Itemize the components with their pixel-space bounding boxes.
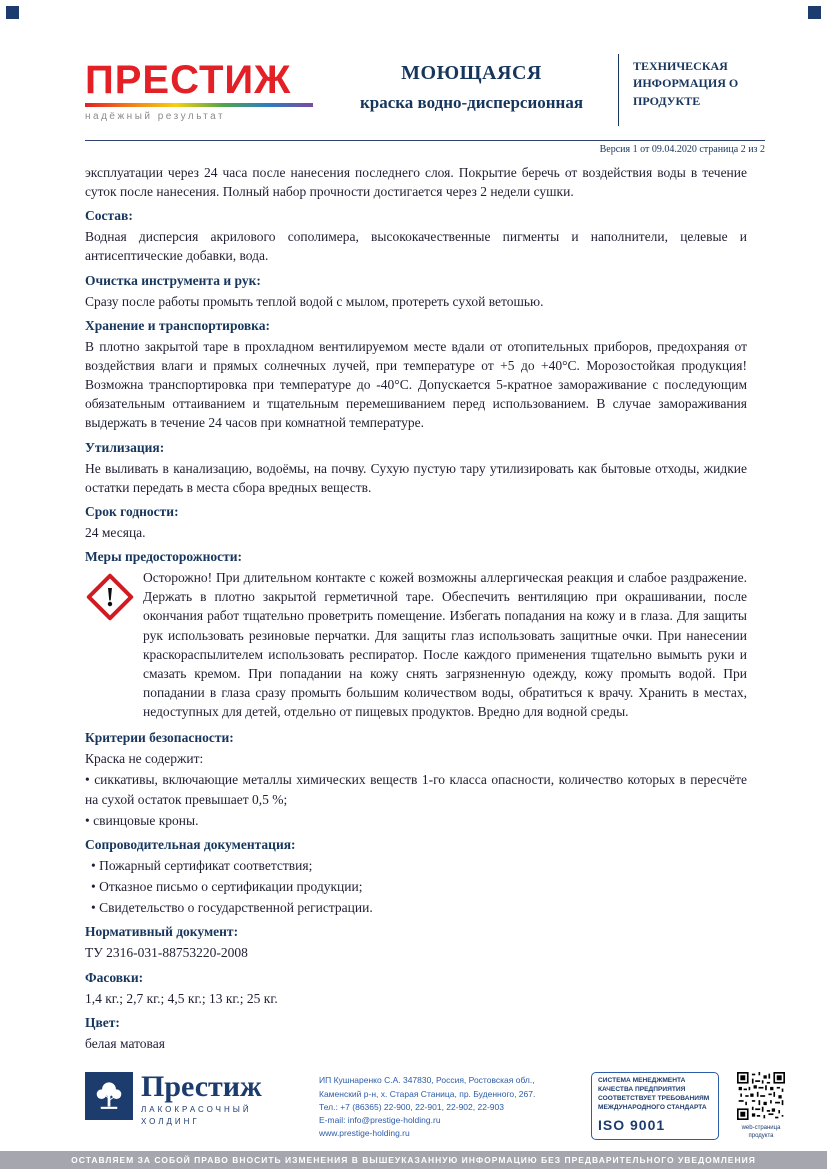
contact-address-line2: Каменский р-н, х. Старая Станица, пр. Буденного, 267.	[319, 1088, 536, 1099]
section-heading-packaging: Фасовки:	[85, 969, 144, 985]
safety-criteria-bullet: • сиккативы, включающие металлы химических веществ 1-го класса опасности, количество которых в пересчёте на сухой остаток превышает 0,5 %;	[85, 770, 747, 808]
section-text-normative-document: ТУ 2316-031-88753220-2008	[85, 945, 248, 961]
contact-phone-line: Тел.: +7 (86365) 22-900, 22-901, 22-902, 22-903	[319, 1101, 504, 1112]
iso-line: СИСТЕМА МЕНЕДЖМЕНТА	[598, 1077, 686, 1085]
intro-paragraph: эксплуатации через 24 часа после нанесения последнего слоя. Покрытие беречь от воздействия воды в течение суток после нанесения. Полный набор прочности достигается через 2 недели сушки.	[85, 165, 747, 200]
section-heading-documentation: Сопроводительная документация:	[85, 836, 296, 852]
contact-website-line: www.prestige-holding.ru	[319, 1128, 410, 1139]
header-rule	[85, 140, 765, 141]
product-title-line2: краска водно-дисперсионная	[359, 93, 584, 112]
section-heading-shelf-life: Срок годности:	[85, 503, 179, 519]
footer-brand	[141, 1072, 262, 1126]
qr-caption-line2: продукта	[748, 1133, 774, 1140]
section-heading-disposal: Утилизация:	[85, 439, 165, 455]
section-text-cleaning: Сразу после работы промыть теплой водой с мылом, протереть сухой ветошью.	[85, 293, 544, 309]
section-heading-normative-document: Нормативный документ:	[85, 924, 239, 940]
footer-logo-block	[85, 1072, 305, 1126]
section-text-color: белая матовая	[85, 1035, 165, 1051]
section-heading-color: Цвет:	[85, 1014, 120, 1030]
footer-company-subtitle-1: ЛАКОКРАСОЧНЫЙ	[141, 1105, 252, 1115]
safety-criteria-bullet: • свинцовые кроны.	[85, 811, 747, 830]
corner-mark-top-left	[6, 6, 19, 19]
iso-line: МЕЖДУНАРОДНОГО СТАНДАРТА	[598, 1104, 707, 1112]
iso-9001-badge: ISO 9001	[598, 1116, 666, 1133]
section-text-disposal: Не выливать в канализацию, водоёмы, на почву. Сухую пустую тару утилизировать как бытовые отходы, жидкие остатки передать в места сбора вредных веществ.	[85, 460, 747, 495]
header-divider	[618, 54, 619, 126]
documentation-bullet: • Отказное письмо о сертификации продукции;	[85, 877, 747, 896]
footer-contacts	[305, 1072, 591, 1140]
corner-mark-top-right	[808, 6, 821, 19]
document-footer	[85, 1072, 789, 1141]
footer-company-subtitle-2: ХОЛДИНГ	[141, 1117, 200, 1127]
section-text-storage: В плотно закрытой таре в прохладном вентилируемом месте вдали от отопительных приборов, предохраняя от воздействия влаги и прямых солнечных лучей, при температуре от +5 до +40°С. Морозостойкая продукция! Возможна транспортировка при температуре до -40°С. Допускается 5-кратное замораживание с последующим обязательным оттаиванием и тщательным перемешиванием перед использованием. В случае замораживания выдержать в течение 24 часов при комнатной температуре.	[85, 338, 747, 431]
product-title-line1: МОЮЩАЯСЯ	[401, 62, 542, 84]
tree-logo-icon	[85, 1072, 133, 1120]
section-heading-composition: Состав:	[85, 208, 133, 224]
section-heading-safety-criteria: Критерии безопасности:	[85, 730, 234, 746]
iso-certification-block	[591, 1072, 719, 1139]
logo-rainbow-bar	[85, 103, 313, 107]
section-text-composition: Водная дисперсия акрилового сополимера, высококачественные пигменты и наполнители, целевые и антисептические добавки, вода.	[85, 229, 747, 264]
qr-code-icon	[737, 1072, 785, 1120]
logo-tagline: надёжный результат	[85, 111, 226, 122]
qr-code-block	[733, 1072, 789, 1141]
iso-line: КАЧЕСТВА ПРЕДПРИЯТИЯ	[598, 1086, 686, 1094]
section-heading-precautions: Меры предосторожности:	[85, 549, 242, 565]
doc-type-label: ТЕХНИЧЕСКАЯ ИНФОРМАЦИЯ О ПРОДУКТЕ	[633, 59, 739, 108]
section-text-shelf-life: 24 месяца.	[85, 524, 146, 540]
product-title-block	[335, 50, 608, 113]
section-text-packaging: 1,4 кг.; 2,7 кг.; 4,5 кг.; 13 кг.; 25 кг.	[85, 990, 278, 1006]
disclaimer-bar: ОСТАВЛЯЕМ ЗА СОБОЙ ПРАВО ВНОСИТЬ ИЗМЕНЕНИЯ В ВЫШЕУКАЗАННУЮ ИНФОРМАЦИЮ БЕЗ ПРЕДВАРИТЕЛЬНОГО УВЕДОМЛЕНИЯ	[0, 1151, 827, 1169]
precautions-block	[85, 568, 747, 723]
iso-line: СООТВЕТСТВУЕТ ТРЕБОВАНИЯМ	[598, 1095, 710, 1103]
prestige-logo	[85, 50, 335, 122]
document-body	[85, 163, 747, 1055]
document-header	[85, 50, 765, 126]
safety-criteria-lead: Краска не содержит:	[85, 751, 204, 767]
section-heading-cleaning: Очистка инструмента и рук:	[85, 272, 261, 288]
warning-exclamation-icon: !	[85, 568, 143, 723]
qr-caption-line1: web-страница	[741, 1125, 781, 1132]
documentation-bullet: • Свидетельство о государственной регистрации.	[85, 898, 747, 917]
section-heading-storage: Хранение и транспортировка:	[85, 317, 270, 333]
contact-address-line1: ИП Кушнаренко С.А. 347830, Россия, Ростовская обл.,	[319, 1075, 535, 1086]
section-text-precautions: Осторожно! При длительном контакте с кожей возможны аллергическая реакция и слабое раздражение. Держать в плотно закрытой герметичной таре. Обеспечить вентиляцию при окрашивании, после окончания работ тщательно проветрить помещение. Избегать попадания на кожу и в глаза. Для защиты рук использовать резиновые перчатки. Для защиты глаз использовать защитные очки. При нанесении краскораспылителем использовать респиратор. После каждого применения тщательно вымыть руки и смазать кремом. При попадании на кожу снять загрязненную одежду, кожу промыть водой. При попадании в глаза сразу промыть большим количеством воды, обратиться к врачу. Хранить в местах, недоступных для детей, отдельно от пищевых продуктов. Вредно для водной среды.	[143, 570, 747, 720]
logo-wordmark: ПРЕСТИЖ	[85, 58, 292, 102]
version-line: Версия 1 от 09.04.2020 страница 2 из 2	[599, 144, 765, 155]
footer-company-name: Престиж	[141, 1070, 262, 1104]
contact-email-line: E-mail: info@prestige-holding.ru	[319, 1114, 441, 1125]
documentation-bullet: • Пожарный сертификат соответствия;	[85, 856, 747, 875]
